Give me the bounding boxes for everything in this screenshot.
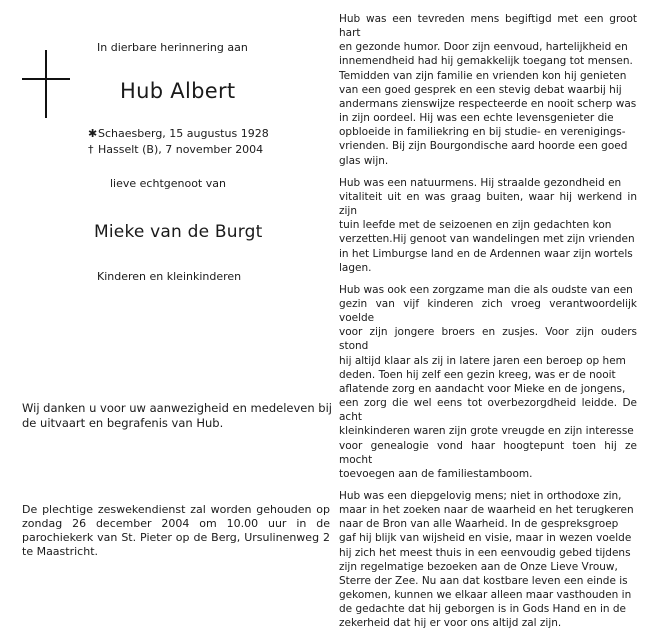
birth-line xyxy=(88,127,269,141)
biography-paragraph: Hub was een diepgelovig mens; niet in orthodoxe zin, maar in het zoeken naar de waarheid en het terugkeren naar de Bron van alle Waarheid. In de gespreksgroep gaf hij blijk van wijsheid en visie, maar in wezen voelde hij zich het meest thuis in een eenvoudig gebed tijdens zijn regelmatige bezoeken aan de Onze Lieve Vrouw, Sterre der Zee. Nu aan dat kostbare leven een einde is gekomen, kunnen we elkaar alleen maar vasthouden in de gedachte dat hij geborgen is in Gods Hand en in de zekerheid dat hij er voor ons altijd zal zijn. xyxy=(339,490,634,630)
birth-star-icon: ✱ xyxy=(88,127,98,140)
cross-horizontal-bar xyxy=(22,78,70,80)
intro-text: In dierbare herinnering aan xyxy=(97,41,248,54)
family-text: Kinderen en kleinkinderen xyxy=(97,270,242,283)
thanks-text: Wij danken u voor uw aanwezigheid en medeleven bij de uitvaart en begrafenis van Hub. xyxy=(22,401,332,430)
spouse-intro: lieve echtgenoot van xyxy=(110,177,226,190)
biography-paragraph: Hub was een natuurmens. Hij straalde gezondheid en vitaliteit uit en was graag buiten, waar hij werkend in zijn tuin leefde met de seizoenen en zijn gedachten kon verzetten.Hij genoot van wandelingen met zijn vrienden in het Limburgse land en de Ardennen waar zijn wortels lagen. xyxy=(339,176,637,274)
birth-text: Schaesberg, 15 augustus 1928 xyxy=(98,127,269,140)
biography-paragraph: Hub was een tevreden mens begiftigd met een groot hart en gezonde humor. Door zijn eenvoud, hartelijkheid en innemendheid had hij gemakkelijk toegang tot mensen. Temidden van zijn familie en vrienden kon hij genieten van een goed gesprek en een stevig debat waarbij hij andermans zienswijze respecteerde en nooit scherp was in zijn oordeel. Hij was een echte levensgenieter die opbloeide in familiekring en bij studie- en verenigings- vrienden. Bij zijn Bourgondische aard hoorde een goed glas wijn. xyxy=(339,13,637,167)
cross-vertical-bar xyxy=(45,50,47,118)
death-text: Hasselt (B), 7 november 2004 xyxy=(98,143,264,156)
death-cross-icon: † xyxy=(88,143,94,156)
death-line xyxy=(88,143,263,157)
biography-column xyxy=(339,12,637,639)
biography-paragraph: Hub was ook een zorgzame man die als oudste van een gezin van vijf kinderen zich vroeg verantwoordelijk voelde voor zijn jongere broers en zusjes. Voor zijn ouders stond hij altijd klaar als zij in latere jaren een beroep op hem deden. Toen hij zelf een gezin kreeg, was er de nooit aflatende zorg en aandacht voor Mieke en de jongens, een zorg die wel eens tot overbezorgdheid leidde. De acht kleinkinderen waren zijn grote vreugde en zijn interesse voor genealogie vond haar hoogtepunt toen hij ze mocht toevoegen aan de familiestamboom. xyxy=(339,283,637,480)
mass-announcement: De plechtige zeswekendienst zal worden gehouden op zondag 26 december 2004 om 10.00 uur in de parochiekerk van St. Pieter op de Berg, Ursulinenweg 2 te Maastricht. xyxy=(22,503,330,558)
deceased-name: Hub Albert xyxy=(120,79,236,103)
spouse-name: Mieke van de Burgt xyxy=(94,222,263,242)
